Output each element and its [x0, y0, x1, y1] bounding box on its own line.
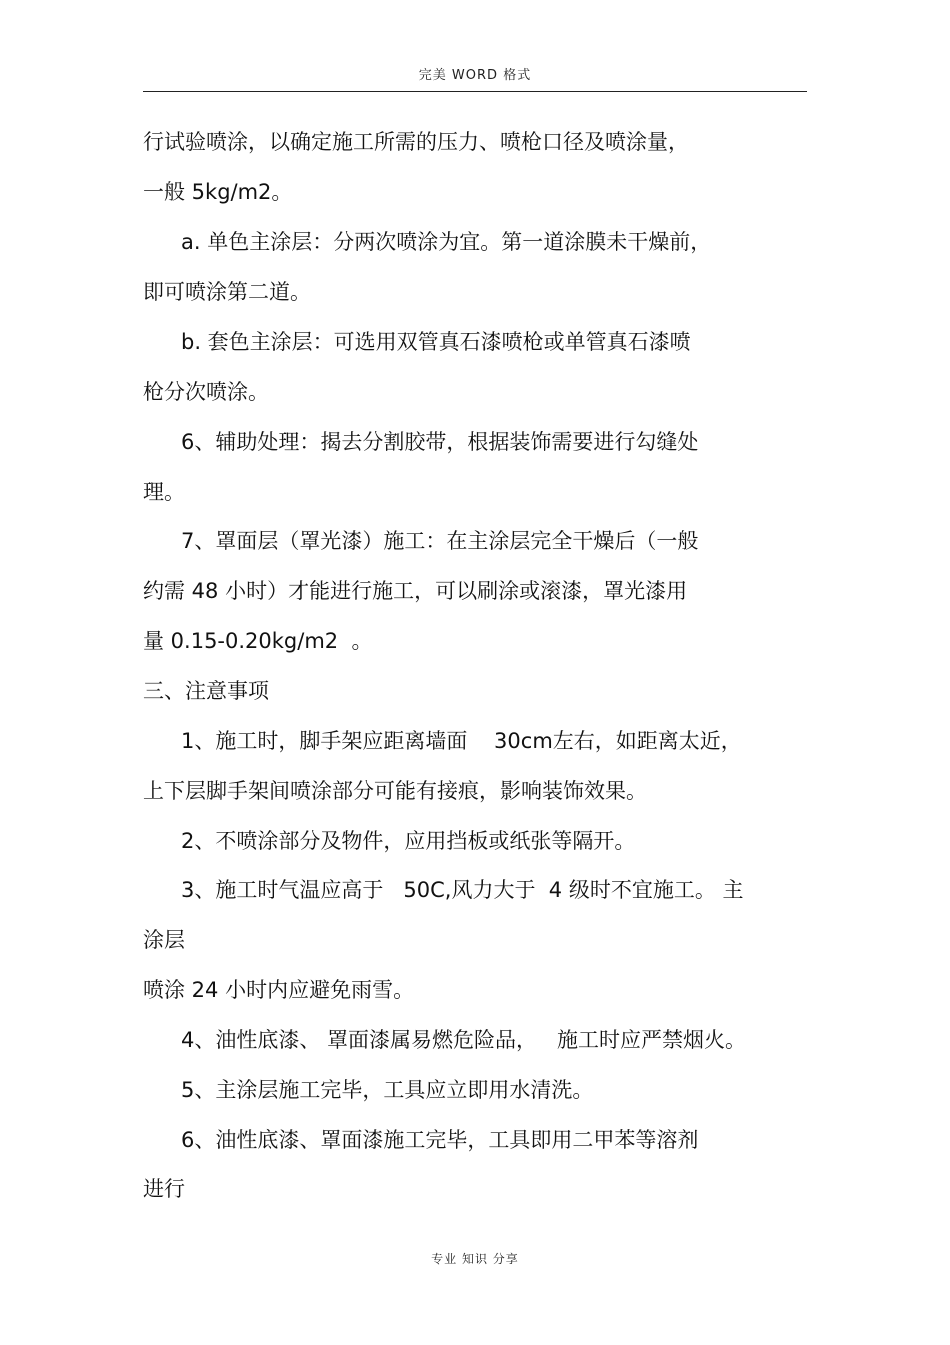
text-line: 4、油性底漆、 罩面漆属易燃危险品， 施工时应严禁烟火。	[181, 1028, 747, 1052]
text-line: 6、辅助处理：揭去分割胶带，根据装饰需要进行勾缝处	[181, 430, 699, 454]
text-line: 喷涂 24 小时内应避免雨雪。	[143, 978, 415, 1002]
text-line: 5、主涂层施工完毕，工具应立即用水清洗。	[181, 1078, 594, 1102]
text-line: b. 套色主涂层：可选用双管真石漆喷枪或单管真石漆喷	[181, 330, 691, 354]
text-line: 行试验喷涂，以确定施工所需的压力、喷枪口径及喷涂量，	[143, 130, 689, 154]
text-line: 即可喷涂第二道。	[143, 280, 311, 304]
text-line: 涂层	[143, 928, 185, 952]
text-line: 2、不喷涂部分及物件，应用挡板或纸张等隔开。	[181, 829, 636, 853]
section-heading: 三、注意事项	[143, 679, 269, 703]
text-line: 6、油性底漆、罩面漆施工完毕，工具即用二甲苯等溶剂	[181, 1128, 699, 1152]
text-line: 进行	[143, 1177, 185, 1201]
page-footer: 专业 知识 分享	[431, 1252, 519, 1266]
text-line: 7、罩面层（罩光漆）施工：在主涂层完全干燥后（一般	[181, 529, 699, 553]
header-rule	[143, 91, 807, 92]
text-line: a. 单色主涂层：分两次喷涂为宜。第一道涂膜未干燥前，	[181, 230, 712, 254]
text-line: 3、施工时气温应高于 50C,风力大于 4 级时不宜施工。 主	[181, 878, 744, 902]
text-line: 一般 5kg/m2。	[143, 180, 293, 204]
text-line: 量 0.15-0.20kg/m2 。	[143, 629, 373, 653]
text-line: 上下层脚手架间喷涂部分可能有接痕，影响装饰效果。	[143, 779, 647, 803]
text-line: 约需 48 小时）才能进行施工，可以刷涂或滚漆，罩光漆用	[143, 579, 688, 603]
text-line: 理。	[143, 480, 185, 504]
text-line: 枪分次喷涂。	[143, 380, 269, 404]
text-line: 1、施工时，脚手架应距离墙面 30cm左右，如距离太近，	[181, 729, 742, 753]
page-header: 完美 WORD 格式	[418, 68, 532, 83]
